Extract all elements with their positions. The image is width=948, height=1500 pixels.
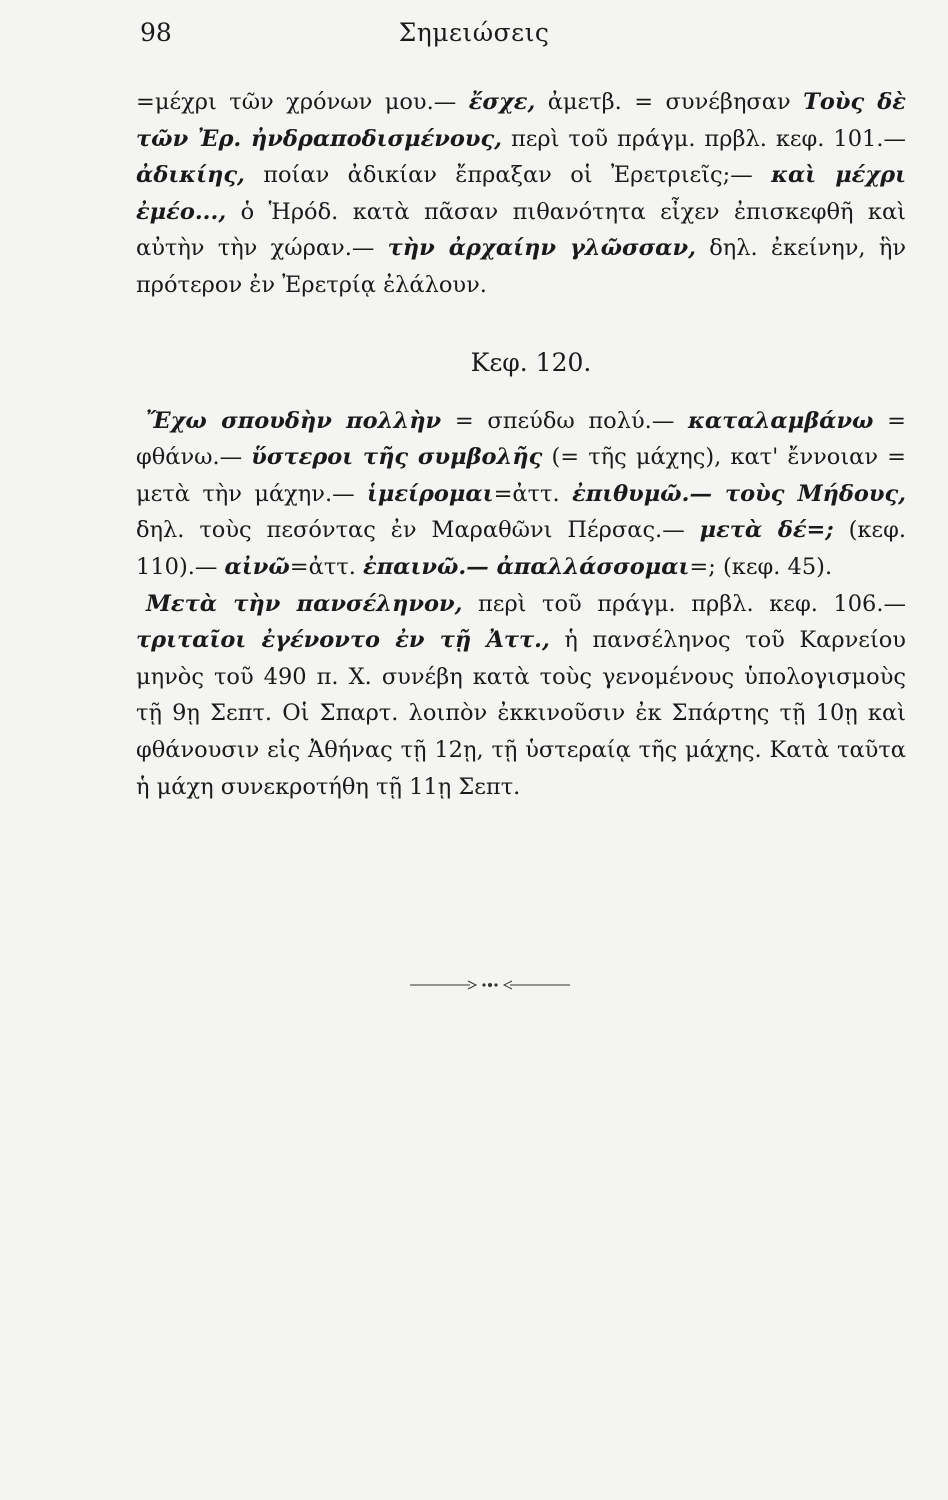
note-text: = σπεύδω πολύ.— [441,407,688,434]
keyword-text: ἔσχε, [468,89,536,115]
keyword-text: ἀδικίης, [136,162,245,189]
note-text: ἀμετβ. = συνέβησαν [535,89,804,115]
note-text: περὶ τοῦ πράγμ. πρβλ. κεφ. 106.— [462,590,906,617]
keyword-text: Μετὰ τὴν πανσέληνον, [146,590,463,617]
keyword-text: ἱμείρομαι [367,480,494,507]
keyword-text: Ἔχω σπουδὴν πολλὴν [146,407,442,434]
note-paragraph-3 [136,586,906,806]
keyword-text: ἐπιθυμῶ.— τοὺς Μήδους, [572,480,906,507]
page-header [0,14,948,54]
keyword-text: Τοὺς δὲ τῶν Ἐρ. ἠνδραποδισμένους, [136,89,906,152]
running-title: Σημειώσεις [398,18,550,47]
note-paragraph-1 [136,84,906,304]
note-text: δηλ. τοὺς πεσόντας ἐν Μαραθῶνι Πέρσας.— [136,517,700,544]
keyword-text: αἰνῶ [224,553,290,580]
keyword-text: μετὰ δέ=; [699,517,834,544]
chapter-heading: Κεφ. 120. [470,347,592,377]
note-text: =μέχρι τῶν χρόνων μου.— [136,89,469,115]
keyword-text: τριταῖοι ἐγένοντο ἐν τῇ Ἀττ., [136,627,550,654]
note-text: ποίαν ἀδικίαν ἔπραξαν οἱ Ἐρετριεῖς;— [244,162,772,189]
keyword-text: καταλαμβάνω [688,407,874,434]
end-ornament-icon [410,978,570,992]
note-text: =ἀττ. [289,553,364,580]
note-text: =ἀττ. [493,480,573,507]
note-text: ὁ Ἡρόδ. κατὰ πᾶσαν πιθανότητα εἶχεν ἐπισκεφθῆ καὶ αὐτὴν τὴν χώραν.— [136,198,906,262]
note-paragraph-2 [136,403,906,586]
note-text: =; (κεφ. 45). [689,553,833,580]
note-text: (κεφ. 110).— [136,517,906,580]
keyword-text: ὕστεροι τῆς συμβολῆς [251,444,543,471]
note-text: περὶ τοῦ πράγμ. πρβλ. κεφ. 101.— [502,125,906,152]
note-text: (= τῆς μάχης), κατ' ἔννοιαν = μετὰ τὴν μάχην.— [136,444,906,507]
note-text: = φθάνω.— [136,407,907,471]
keyword-text: ἐπαινῶ.— ἀπαλλάσσομαι [363,553,690,580]
notes-body [136,84,906,805]
keyword-text: τὴν ἀρχαίην γλῶσσαν, [387,235,696,262]
note-text: δηλ. ἐκείνην, ἣν πρότερον ἐν Ἐρετρίᾳ ἐλάλουν. [136,235,906,298]
keyword-text: καὶ μέχρι ἐμέο..., [136,162,906,225]
note-text: ἡ πανσέληνος τοῦ Καρνείου μηνὸς τοῦ 490 π. Χ. συνέβη κατὰ τοὺς γενομένους ὑπολογισμοὺς τῇ 9ῃ Σεπτ. Οἱ Σπαρτ. λοιπὸν ἐκκινοῦσιν ἐκ Σπάρτης τῇ 10ῃ καὶ φθάνουσιν εἰς Ἀθήνας τῇ 12ῃ, τῇ ὑστεραίᾳ τῆς μάχης. Κατὰ ταῦτα ἡ μάχη συνεκροτήθη τῇ 11ῃ Σεπτ. [136,627,906,800]
page-number: 98 [140,18,172,47]
